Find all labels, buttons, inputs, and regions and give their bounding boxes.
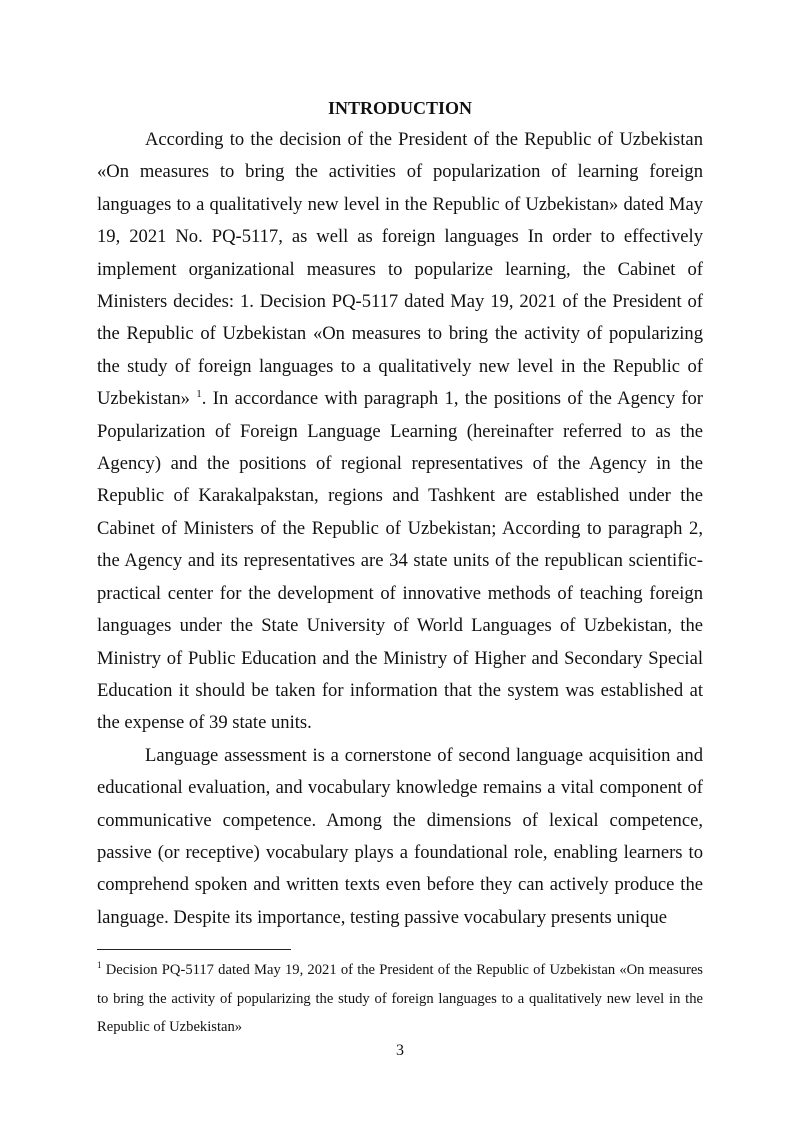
paragraph-2: Language assessment is a cornerstone of second language acquisition and educational evaluation, and vocabulary knowledge remains a vital component of communicative competence. Among the dimensions of lexical competence, passive (or receptive) vocabulary plays a foundational role, enabling learners to comprehend spoken and written texts even before they can actively produce the language. Despite its importance, testing passive vocabulary presents unique: [97, 744, 703, 928]
footnote-text: Decision PQ-5117 dated May 19, 2021 of the President of the Republic of Uzbekistan «On measures to bring the activity of popularizing the study of foreign languages to a qualitatively new level in the Republic of Uzbekistan»: [97, 962, 703, 1035]
paragraph-1-text-after-ref: . In accordance with paragraph 1, the positions of the Agency for Popularization of Foreign Language Learning (hereinafter referred to as the Agency) and the positions of regional representatives of the Agency in the Republic of Karakalpakstan, regions and Tashkent are established under the Cabinet of Ministers of the Republic of Uzbekistan; According to paragraph 2, the Agency and its representatives are 34 state units of the republican scientific-practical center for the development of innovative methods of teaching foreign languages under the State University of World Languages of Uzbekistan, the Ministry of Public Education and the Ministry of Higher and Secondary Special Education it should be taken for information that the system was established at the expense of 39 state units.: [97, 388, 703, 734]
footnote-reference-1[interactable]: 1: [196, 388, 202, 401]
footnote-separator: [97, 949, 291, 950]
footnote-mark: 1: [97, 960, 102, 971]
page-number: 3: [396, 1042, 404, 1059]
paragraph-1-text-before-ref: According to the decision of the President of the Republic of Uzbekistan «On measures to bring the activities of popularization of learning foreign languages to a qualitatively new level in the Republic of Uzbekistan» dated May 19, 2021 No. PQ-5117, as well as foreign languages In order to effectively implement organizational measures to popularize learning, the Cabinet of Ministers decides: 1. Decision PQ-5117 dated May 19, 2021 of the President of the Republic of Uzbekistan «On measures to bring the activity of popularizing the study of foreign languages to a qualitatively new level in the Republic of Uzbekistan»: [97, 129, 703, 410]
footnote: [97, 956, 703, 1042]
footnote-1: [97, 956, 703, 1042]
paragraph-1: [97, 124, 703, 740]
page-title: INTRODUCTION: [327, 98, 473, 118]
body-text: [97, 124, 703, 934]
